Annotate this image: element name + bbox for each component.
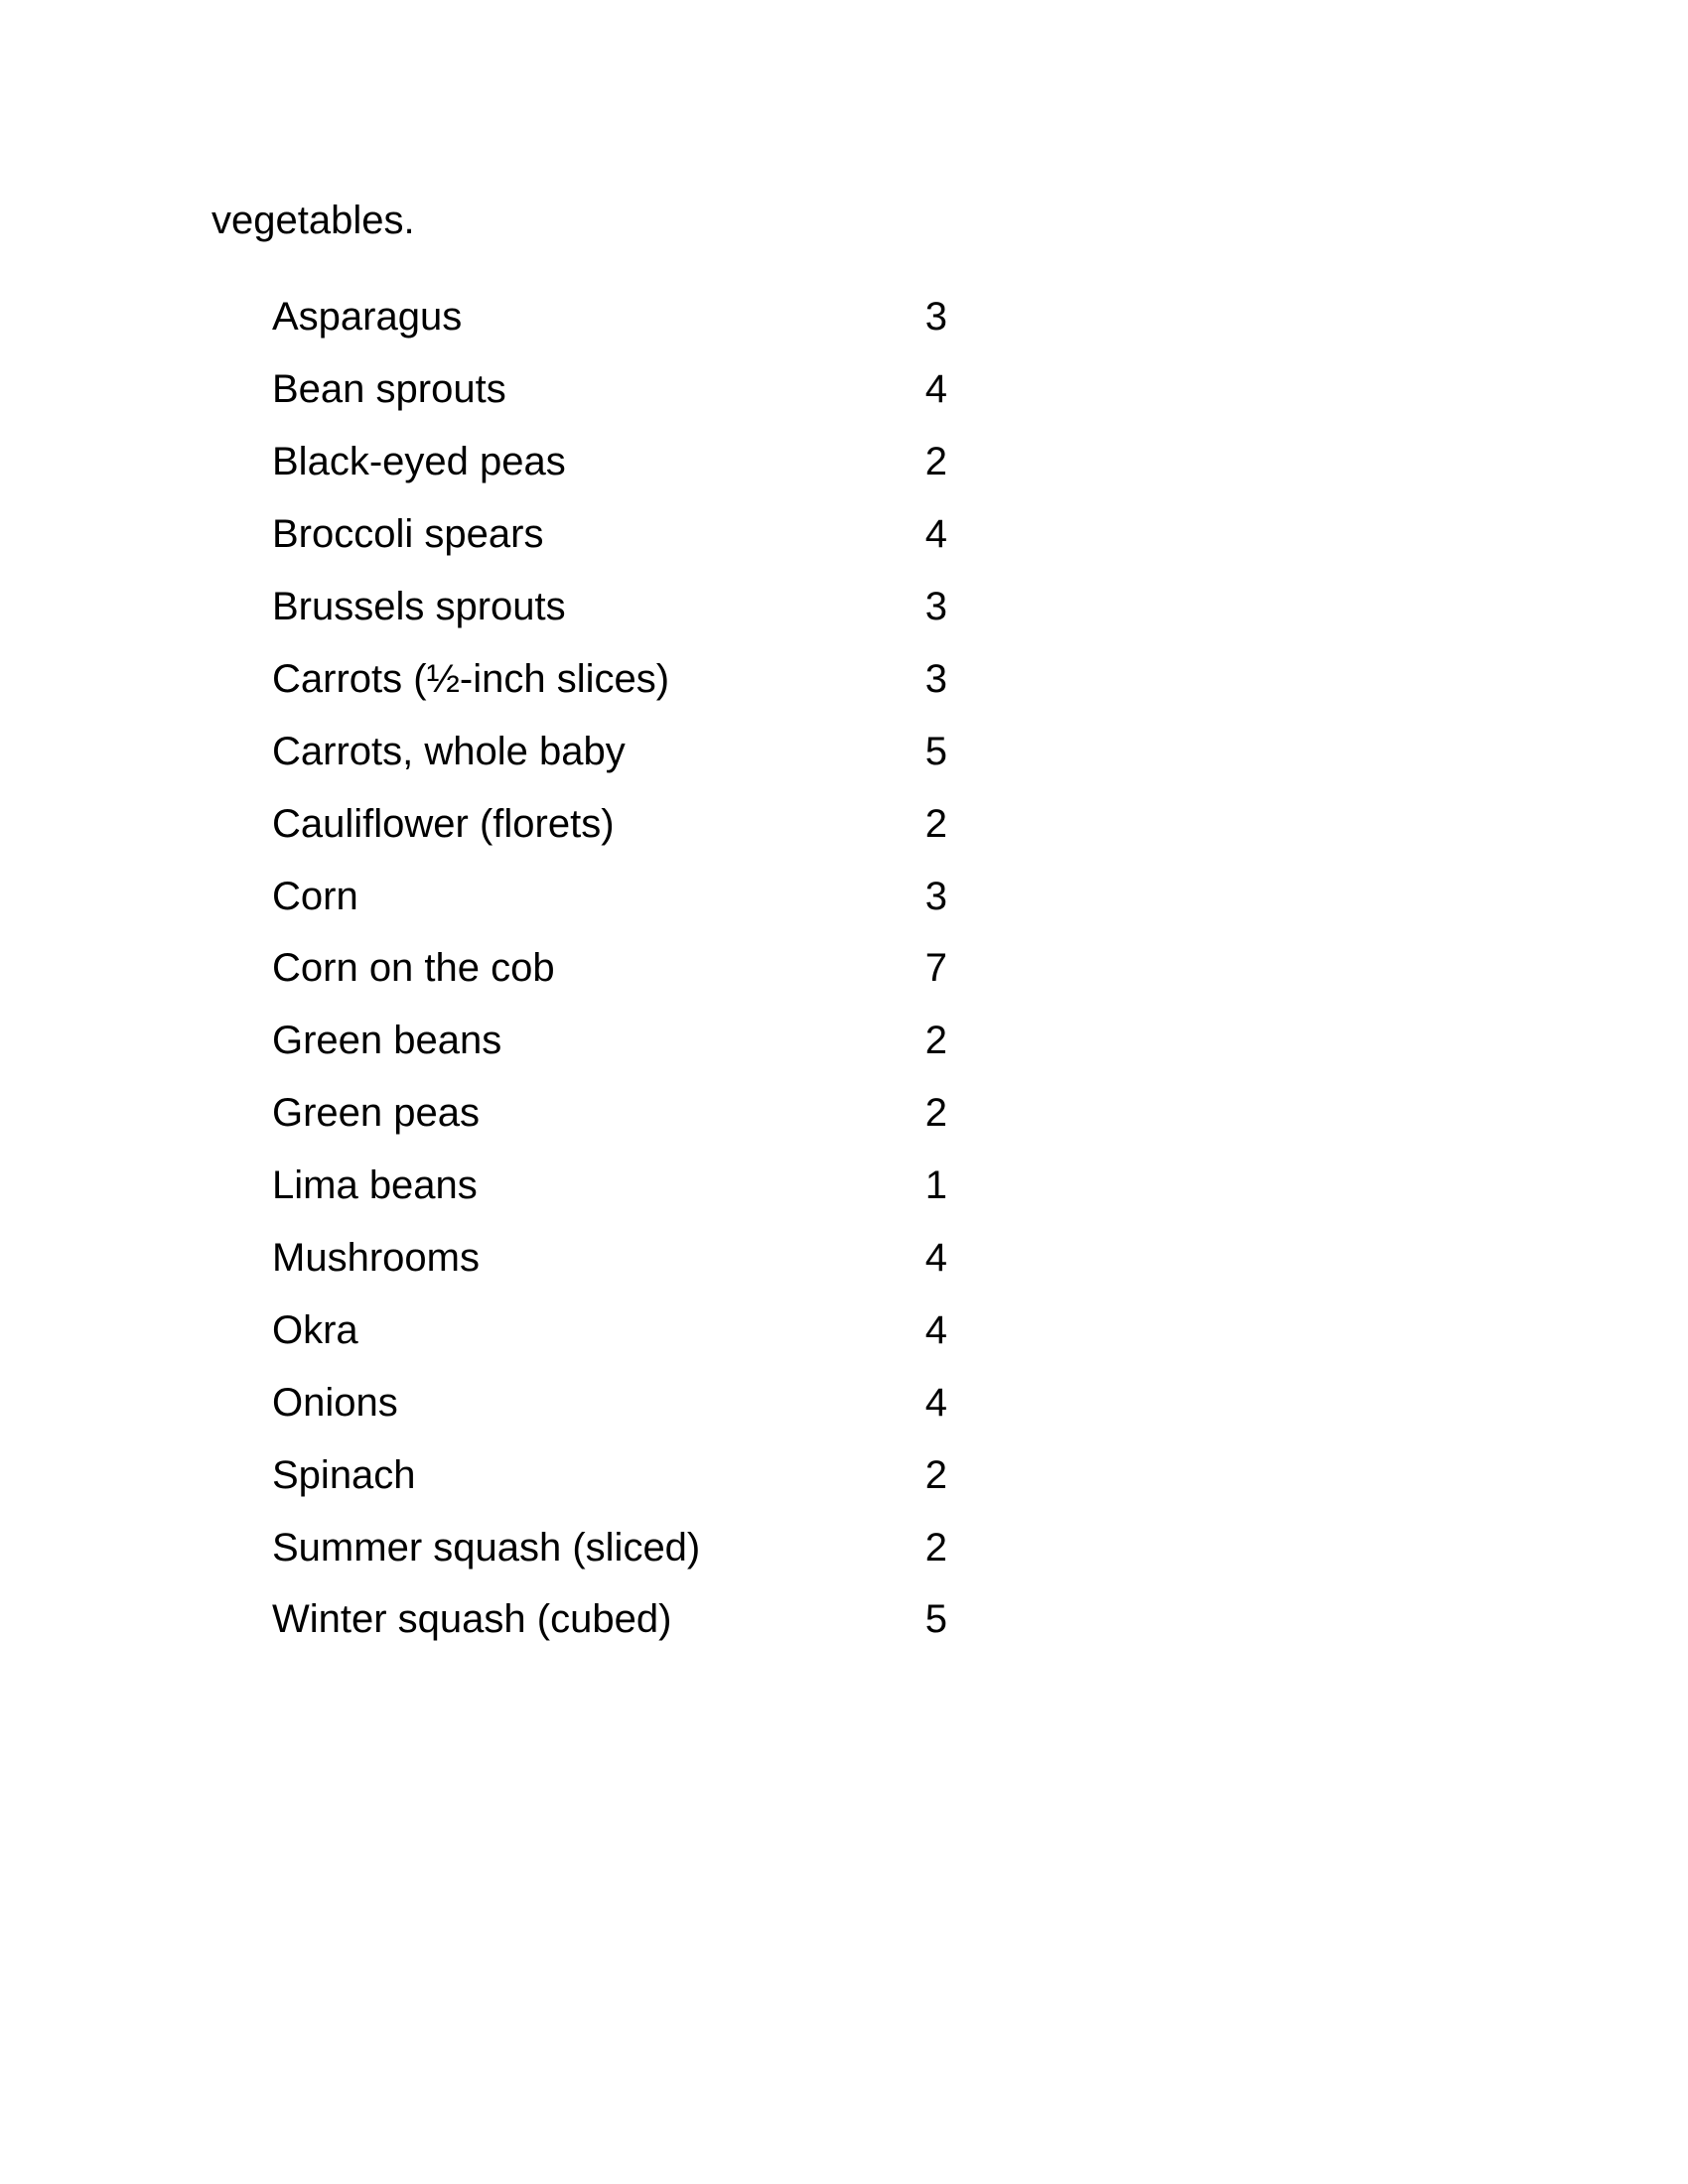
vegetable-name: Green peas <box>272 1091 481 1136</box>
list-item <box>272 1583 947 1656</box>
vegetable-name: Brussels sprouts <box>272 585 566 628</box>
list-item <box>272 1438 947 1511</box>
vegetable-value: 2 <box>924 1525 947 1570</box>
vegetable-name: Lima beans <box>272 1163 478 1208</box>
list-item <box>272 353 947 426</box>
list-item <box>272 642 947 715</box>
vegetable-value: 4 <box>924 512 947 557</box>
vegetable-list <box>272 281 947 1656</box>
vegetable-value: 3 <box>924 295 947 340</box>
vegetable-value: 4 <box>924 1380 947 1425</box>
vegetable-value: 4 <box>924 1307 947 1352</box>
vegetable-value: 2 <box>924 1452 947 1497</box>
vegetable-value: 4 <box>924 367 947 412</box>
list-item <box>272 498 947 571</box>
list-item <box>272 1077 947 1150</box>
list-item <box>272 715 947 787</box>
vegetable-name: Green beans <box>272 1019 502 1063</box>
list-item <box>272 1222 947 1295</box>
vegetable-value: 3 <box>924 656 947 701</box>
vegetable-name: Bean sprouts <box>272 367 506 412</box>
vegetable-value: 2 <box>924 1019 947 1063</box>
vegetable-value: 3 <box>924 585 947 628</box>
vegetable-value: 5 <box>924 1597 947 1642</box>
vegetable-name: Broccoli spears <box>272 512 544 557</box>
list-item <box>272 1366 947 1438</box>
vegetable-name: Onions <box>272 1380 398 1425</box>
vegetable-name: Spinach <box>272 1452 416 1497</box>
list-item <box>272 1150 947 1222</box>
list-item <box>272 860 947 932</box>
vegetable-name: Carrots, whole baby <box>272 729 626 773</box>
vegetable-value: 1 <box>924 1163 947 1208</box>
vegetable-name: Summer squash (sliced) <box>272 1525 701 1570</box>
vegetable-name: Carrots (½-inch slices) <box>272 656 670 701</box>
vegetable-name: Corn <box>272 874 358 918</box>
list-item <box>272 571 947 643</box>
list-item <box>272 932 947 1005</box>
list-item <box>272 1511 947 1583</box>
vegetable-value: 4 <box>924 1236 947 1281</box>
vegetable-value: 2 <box>924 801 947 846</box>
vegetable-name: Okra <box>272 1307 358 1352</box>
list-item <box>272 281 947 353</box>
vegetable-value: 5 <box>924 729 947 773</box>
vegetable-name: Black-eyed peas <box>272 440 566 484</box>
list-item <box>272 426 947 498</box>
vegetable-value: 7 <box>924 946 947 991</box>
list-item <box>272 1005 947 1077</box>
vegetable-value: 3 <box>924 874 947 918</box>
list-item <box>272 1294 947 1366</box>
vegetable-name: Cauliflower (florets) <box>272 801 615 846</box>
vegetable-name: Winter squash (cubed) <box>272 1597 672 1642</box>
vegetable-name: Corn on the cob <box>272 946 555 991</box>
vegetable-name: Asparagus <box>272 295 463 340</box>
vegetable-value: 2 <box>924 440 947 484</box>
vegetable-name: Mushrooms <box>272 1236 480 1281</box>
list-item <box>272 787 947 860</box>
intro-text: vegetables. <box>211 199 415 242</box>
vegetable-value: 2 <box>924 1091 947 1136</box>
